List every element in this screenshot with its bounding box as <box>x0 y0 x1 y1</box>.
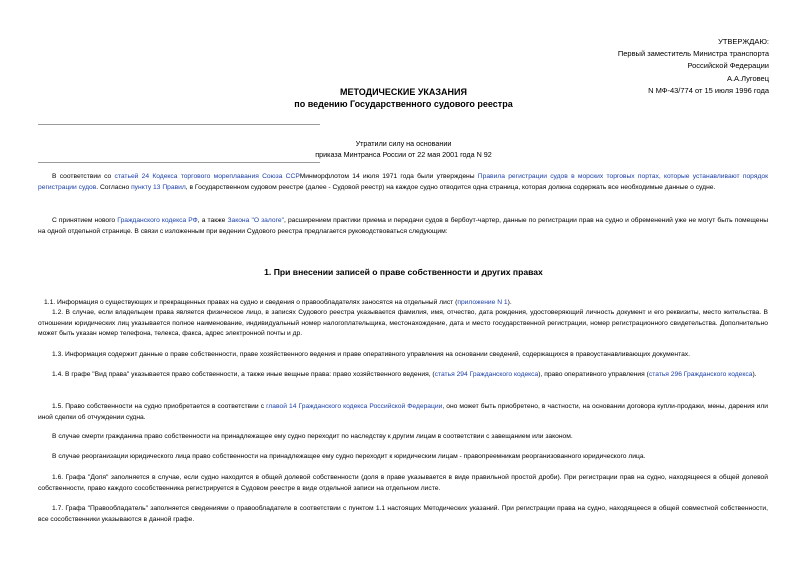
paragraph-reorganization: В случае реорганизации юридического лица право собственности на принадлежащее ему судно переходит к юридическим лицам - правопреемникам реорганизованного юридического лица. <box>52 453 646 460</box>
text-run: ). <box>752 371 757 378</box>
paragraph-inheritance: В случае смерти гражданина право собственности на принадлежащее ему судно переходит по наследству к другим лицам в соответствии с завещанием или законом. <box>52 433 573 440</box>
item-1-5 <box>38 402 768 423</box>
item-1-7: 1.7. Графа "Правообладатель" заполняется сведениями о правообладателе в соответствии с пунктом 1.1 настоящих Методических указаний. При регистрации права на судно, находящееся в общей совместной собственности, все сособственники указываются в данной графе. <box>38 505 768 523</box>
text-run: 1.1. Информация о существующих и прекращенных правах на судно и сведения о правообладателях заносятся на отдельный лист ( <box>44 299 458 306</box>
text-run: 1.5. Право собственности на судно приобретается в соответствии с <box>52 403 267 410</box>
item-1-3: 1.3. Информация содержит данные о праве собственности, праве хозяйственного ведения и праве оперативного управления на основании сведений, содержащихся в правоустанавливающих документах. <box>52 351 690 358</box>
status-note-line1: Утратили силу на основании <box>355 139 452 148</box>
item-1-1 <box>38 298 768 309</box>
text-run: С принятием нового <box>52 217 118 224</box>
divider-bottom <box>38 162 320 163</box>
link-civil-code-chapter-14[interactable]: главой 14 Гражданского кодекса Российской Федерации <box>266 403 443 410</box>
link-article-294[interactable]: статья 294 Гражданского кодекса <box>434 371 539 378</box>
approval-signer: А.А.Луговец <box>726 73 769 83</box>
text-run: ), право оперативного управления ( <box>538 371 649 378</box>
text-run: , расширением практики приема и передачи судов в бербоут-чартер, данные по регистрации прав на судно и обременений уже не могут быть помещены на одной отдельной странице. В связи с изложенным при ведении Судового реестра предлагается руководствоваться следующим: <box>38 217 769 235</box>
text-run: , в Государственном судовом реестре (далее - Судовой реестр) на каждое судно отводится одна страница, которая должна содержать все необходимые данные о судне. <box>185 183 716 191</box>
item-1-4 <box>38 370 768 381</box>
intro-paragraph-1 <box>38 172 768 193</box>
document-title-main: МЕТОДИЧЕСКИЕ УКАЗАНИЯ <box>340 87 467 97</box>
text-run: . Согласно <box>96 183 132 191</box>
document-title <box>0 86 807 110</box>
approval-heading: УТВЕРЖДАЮ: <box>718 37 769 46</box>
approval-position: Первый заместитель Министра транспорта <box>617 49 769 59</box>
link-article-24-merchant-code[interactable]: статьей 24 Кодекса торгового мореплавания Союза ССР <box>114 173 300 180</box>
link-ship-registration-rules[interactable]: Правила регистрации судов в морских торговых портах, которые устанавливают порядок регистрации судов <box>38 173 768 191</box>
item-1-2: 1.2. В случае, если владельцем права является физическое лицо, в записях Судового реестра указывается фамилия, имя, отчество, дата рождения, удостоверяющий личность документ и его реквизиты, место жительства. В отношении юридических лиц указывается полное наименование, индивидуальный номер налогоплательщика, местонахождение, дата и место государственной регистрации, номер регистрационного свидетельства. Дополнительно может быть указан номер телефона, телекса, факса, адрес электронной почты и др. <box>38 309 768 338</box>
link-civil-code[interactable]: Гражданского кодекса РФ <box>117 217 198 224</box>
document-title-sub: по ведению Государственного судового реестра <box>294 99 513 109</box>
text-run: В соответствии со <box>52 173 115 180</box>
approval-document-number: N МФ-43/774 от 15 июля 1996 года <box>648 85 769 95</box>
link-pledge-law[interactable]: Закона "О залоге" <box>227 217 284 224</box>
approval-country: Российской Федерации <box>687 61 769 71</box>
link-rules-item-13[interactable]: пункту 13 Правил <box>131 183 186 191</box>
text-run: Минморфлотом 14 июля 1971 года были утверждены <box>299 173 478 180</box>
link-article-296[interactable]: статья 296 Гражданского кодекса <box>648 371 753 378</box>
intro-paragraph-2 <box>38 216 768 237</box>
text-run: 1.4. В графе "Вид права" указывается право собственности, а также иные вещные права: право хозяйственного ведения, ( <box>52 371 435 378</box>
status-note <box>0 138 807 160</box>
status-note-line2: приказа Минтранса России от 22 мая 2001 года N 92 <box>315 150 492 159</box>
divider-top <box>38 124 320 125</box>
text-run: ). <box>507 299 512 306</box>
text-run: , оно может быть приобретено, в частности, на основании договора купли-продажи, мены, дарения или иной сделки об отчуждении судна. <box>38 403 768 421</box>
text-run: , а также <box>197 217 228 224</box>
link-appendix-1[interactable]: приложение N 1 <box>457 299 508 306</box>
item-1-6: 1.6. Графа "Доля" заполняется в случае, если судно находится в общей долевой собственности (доля в праве указывается в виде правильной простой дроби). При регистрации прав на судно, находящееся в общей долевой собственности, право каждого сособственника регистрируется в Судовом реестре в виде отдельной записи на отдельном листе. <box>38 474 768 492</box>
section-heading: 1. При внесении записей о праве собственности и других правах <box>264 267 543 277</box>
